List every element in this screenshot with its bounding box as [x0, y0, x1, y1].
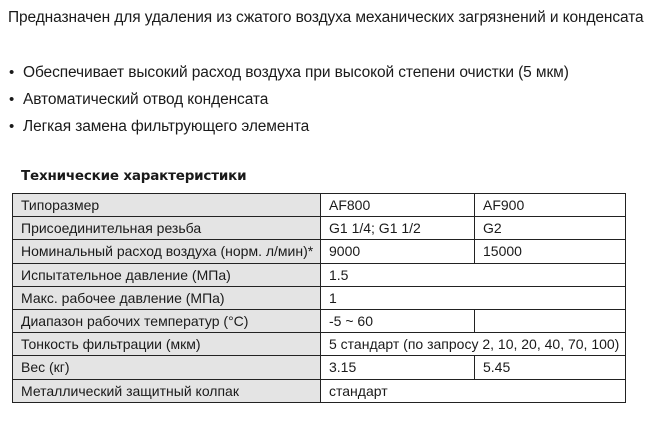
af900-value: 15000 — [475, 240, 626, 263]
af800-value: 3.15 — [321, 356, 475, 379]
table-row — [13, 309, 626, 332]
bullet-icon: • — [9, 118, 15, 135]
row-label: Испытательное давление (МПа) — [13, 263, 321, 286]
row-label: Тонкость фильтрации (мкм) — [13, 333, 321, 356]
af800-value: 9000 — [321, 240, 475, 263]
row-label: Металлический защитный колпак — [13, 379, 321, 402]
af900-value: 5.45 — [475, 356, 626, 379]
row-label: Вес (кг) — [13, 356, 321, 379]
specs-table — [12, 193, 626, 403]
row-label: Макс. рабочее давление (МПа) — [13, 286, 321, 309]
table-row — [13, 217, 626, 240]
af900-value — [475, 309, 626, 332]
af800-value: G1 1/4; G1 1/2 — [321, 217, 475, 240]
row-label: Номинальный расход воздуха (норм. л/мин)* — [13, 240, 321, 263]
af900-value: G2 — [475, 217, 626, 240]
table-row — [13, 333, 626, 356]
table-row — [13, 194, 626, 217]
table-row — [13, 263, 626, 286]
feature-text: Обеспечивает высокий расход воздуха при высокой степени очистки (5 мкм) — [23, 64, 569, 81]
af800-value: AF800 — [321, 194, 475, 217]
intro-text: Предназначен для удаления из сжатого воздуха механических загрязнений и конденсата — [8, 9, 644, 26]
list-item — [9, 62, 569, 89]
table-row — [13, 379, 626, 402]
feature-list — [9, 62, 569, 143]
shared-value: стандарт — [321, 379, 626, 402]
table-row — [13, 356, 626, 379]
row-label: Присоединительная резьба — [13, 217, 321, 240]
shared-value: 1.5 — [321, 263, 626, 286]
feature-text: Легкая замена фильтрующего элемента — [23, 118, 310, 135]
af800-value: -5 ~ 60 — [321, 309, 475, 332]
list-item — [9, 116, 569, 143]
bullet-icon: • — [9, 91, 15, 108]
row-label: Диапазон рабочих температур (°С) — [13, 309, 321, 332]
shared-value: 5 стандарт (по запросу 2, 10, 20, 40, 70, 100) — [321, 333, 626, 356]
section-title: Технические характеристики — [21, 168, 247, 184]
list-item — [9, 89, 569, 116]
feature-text: Автоматический отвод конденсата — [23, 91, 269, 108]
bullet-icon: • — [9, 64, 15, 81]
af900-value: AF900 — [475, 194, 626, 217]
table-row — [13, 240, 626, 263]
table-row — [13, 286, 626, 309]
row-label: Типоразмер — [13, 194, 321, 217]
shared-value: 1 — [321, 286, 626, 309]
